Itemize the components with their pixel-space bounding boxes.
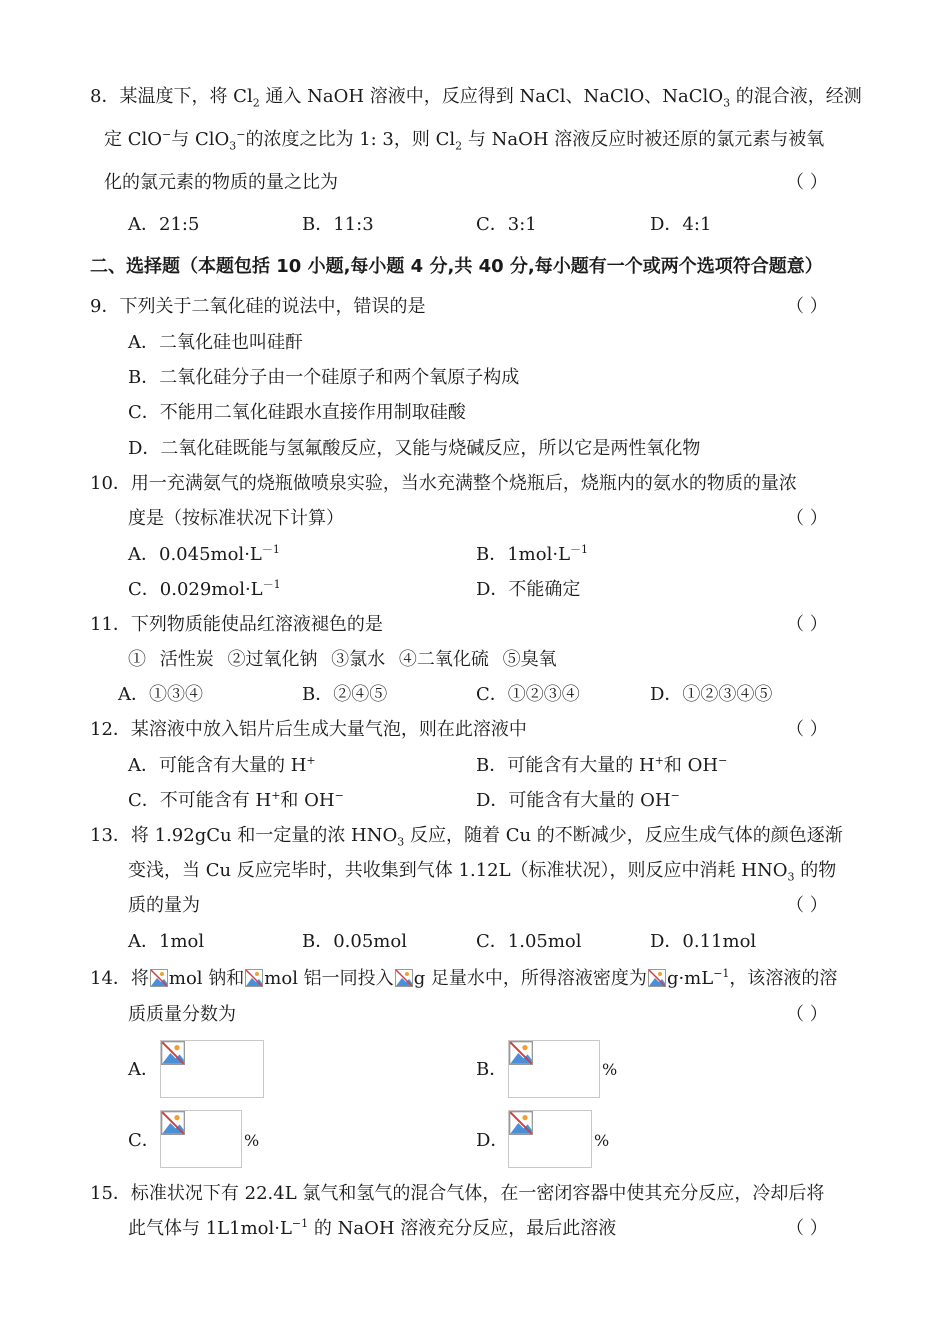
q10-line2: 度是（按标准状况下计算）	[128, 508, 344, 529]
q8-option-a: A．21:5	[128, 214, 200, 235]
q9-option-a: A．二氧化硅也叫硅酐	[128, 332, 303, 353]
percent-sign: %	[594, 1131, 610, 1150]
q13-line3: 质的量为	[128, 895, 200, 916]
section-heading: 二、选择题（本题包括 10 小题,每小题 4 分,共 40 分,每小题有一个或两个选项符合题意）	[90, 256, 823, 277]
answer-paren: （ ）	[786, 895, 828, 916]
q14-option-a-label: A．	[128, 1059, 159, 1080]
broken-image-icon	[395, 969, 413, 987]
q8-line1: 8．某温度下，将 $Cl_2$ 通入 NaOH 溶液中，反应得到 NaCl、NaClO、NaClO$_3$ 的混合液，经测	[90, 86, 862, 110]
broken-image-icon	[161, 1111, 185, 1135]
q9-option-b: B．二氧化硅分子由一个硅原子和两个氧原子构成	[128, 367, 520, 388]
formula-image-a	[160, 1040, 264, 1098]
q10-option-b: B．$1mol\cdot L^{-1}$	[476, 543, 589, 565]
answer-paren: （ ）	[786, 614, 828, 635]
q12-option-c: C．不可能含有 H+和 OH−	[128, 789, 344, 811]
answer-paren: （ ）	[786, 1004, 828, 1025]
q12-option-d: D．可能含有大量的 OH−	[476, 789, 680, 811]
q8-option-d: D．4:1	[650, 214, 712, 235]
broken-image-icon	[150, 969, 168, 987]
broken-image-icon	[509, 1111, 533, 1135]
q10-option-a: A．$0.045mol\cdot L^{-1}$	[128, 543, 280, 565]
q9-option-d: D．二氧化硅既能与氢氟酸反应，又能与烧碱反应，所以它是两性氧化物	[128, 438, 701, 459]
broken-image-icon	[245, 969, 263, 987]
formula-image-b	[508, 1040, 600, 1098]
q10-option-c: C．$0.029mol\cdot L^{-1}$	[128, 578, 281, 600]
q8-option-c: C．3:1	[476, 214, 537, 235]
broken-image-icon	[648, 969, 666, 987]
q10-option-d: D．不能确定	[476, 579, 581, 600]
percent-sign: %	[244, 1131, 260, 1150]
q9-stem: 9．下列关于二氧化硅的说法中，错误的是	[90, 296, 426, 317]
q11-option-a: A．①③④	[118, 684, 203, 705]
q14-line2: 质质量分数为	[128, 1004, 236, 1025]
broken-image-icon	[161, 1041, 185, 1065]
formula-image-d	[508, 1110, 592, 1168]
q12-option-b: B．可能含有大量的 H+和 OH−	[476, 754, 728, 776]
q11-option-d: D．①②③④⑤	[650, 684, 773, 705]
q14-option-c-label: C．	[128, 1130, 160, 1151]
q13-option-c: C．1.05mol	[476, 931, 582, 952]
answer-paren: （ ）	[786, 719, 828, 740]
broken-image-icon	[509, 1041, 533, 1065]
formula-image-c	[160, 1110, 242, 1168]
q11-items: ① 活性炭 ②过氧化钠 ③氯水 ④二氧化硫 ⑤臭氧	[128, 649, 557, 670]
q11-stem: 11．下列物质能使品红溶液褪色的是	[90, 614, 383, 635]
q15-line1: 15．标准状况下有 22.4L 氯气和氢气的混合气体，在一密闭容器中使其充分反应，冷却后将	[90, 1183, 825, 1204]
answer-paren: （ ）	[786, 508, 828, 529]
answer-paren: （ ）	[786, 172, 828, 193]
q12-option-a: A．可能含有大量的 H+	[128, 754, 316, 776]
q15-line2: 此气体与 $1L1mol\cdot L^{-1}$ 的 NaOH 溶液充分反应，最后此溶液	[128, 1217, 617, 1239]
answer-paren: （ ）	[786, 296, 828, 317]
q13-line2: 变浅，当 Cu 反应完毕时，共收集到气体 1.12L（标准状况），则反应中消耗 $HNO_3$ 的物	[128, 860, 837, 884]
q13-option-a: A．1mol	[128, 931, 205, 952]
q8-option-b: B．11:3	[302, 214, 374, 235]
q12-stem: 12．某溶液中放入铝片后生成大量气泡，则在此溶液中	[90, 719, 527, 740]
q13-line1: 13．将 1.92gCu 和一定量的浓 $HNO_3$ 反应，随着 Cu 的不断减少，反应生成气体的颜色逐渐	[90, 825, 843, 849]
q14-option-b-label: B．	[476, 1059, 508, 1080]
percent-sign: %	[602, 1060, 618, 1079]
q13-option-d: D．0.11mol	[650, 931, 757, 952]
q8-line2: 定 ClO−与 ClO$_3$−的浓度之比为 1: 3，则 $Cl_2$ 与 NaOH 溶液反应时被还原的氯元素与被氧	[104, 128, 825, 153]
q14-line1: 14．将 mol 钠和 mol 铝一同投入 g 足量水中，所得溶液密度为 $g\cdot mL^{-1}$，该溶液的溶	[90, 967, 838, 989]
q9-option-c: C．不能用二氧化硅跟水直接作用制取硅酸	[128, 402, 466, 423]
q10-line1: 10．用一充满氨气的烧瓶做喷泉实验，当水充满整个烧瓶后，烧瓶内的氨水的物质的量浓	[90, 473, 797, 494]
q8-line3: 化的氯元素的物质的量之比为	[104, 172, 338, 193]
q13-option-b: B．0.05mol	[302, 931, 407, 952]
q11-option-c: C．①②③④	[476, 684, 580, 705]
q14-option-d-label: D．	[476, 1130, 509, 1151]
q11-option-b: B．②④⑤	[302, 684, 388, 705]
answer-paren: （ ）	[786, 1218, 828, 1239]
